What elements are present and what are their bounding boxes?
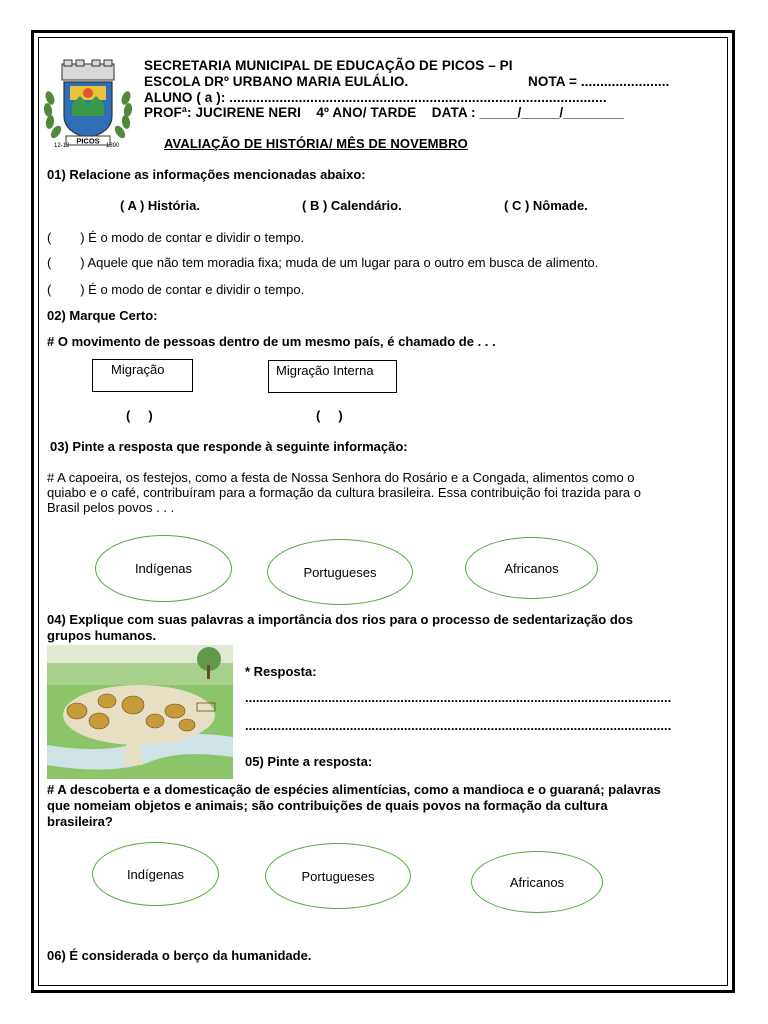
q5-option-indigenas[interactable]: Indígenas	[92, 842, 219, 906]
q6-title: 06) É considerada o berço da humanidade.	[47, 948, 312, 963]
q4-answer-line-1[interactable]: ......................................................................................................................	[245, 690, 672, 705]
q1-item-3[interactable]: ( ) É o modo de contar e dividir o tempo.	[47, 282, 305, 297]
q5-text-line-3: brasileira?	[47, 814, 113, 829]
q5-text-line-1: # A descoberta e a domesticação de espécies alimentícias, como a mandioca e o guaraná; palavras	[47, 782, 661, 797]
header-grade-field: NOTA = .......................	[528, 74, 670, 89]
crest-city-name: PICOS	[76, 136, 100, 146]
city-crest-logo	[40, 58, 136, 150]
q5-option-portugueses[interactable]: Portugueses	[265, 843, 411, 909]
header-teacher-date: PROFª: JUCIRENE NERI 4º ANO/ TARDE DATA : _____/_____/________	[144, 105, 625, 120]
q3-text-line-3: Brasil pelos povos . . .	[47, 500, 175, 515]
header-secretaria: SECRETARIA MUNICIPAL DE EDUCAÇÃO DE PICOS – PI	[144, 58, 513, 73]
page-title: AVALIAÇÃO DE HISTÓRIA/ MÊS DE NOVEMBRO	[164, 136, 468, 151]
q3-title: 03) Pinte a resposta que responde à seguinte informação:	[50, 439, 408, 454]
q3-text-line-2: quiabo e o café, contribuíram para a formação da cultura brasileira. Essa contribuição foi trazida para o	[47, 485, 641, 500]
q2-checkbox-2[interactable]: ( )	[316, 408, 343, 423]
q1-title: 01) Relacione as informações mencionadas abaixo:	[47, 167, 366, 182]
q5-title: 05) Pinte a resposta:	[245, 754, 373, 769]
q4-answer-label: * Resposta:	[245, 664, 317, 679]
q2-prompt: # O movimento de pessoas dentro de um mesmo país, é chamado de . . .	[47, 334, 496, 349]
q4-title-line-2: grupos humanos.	[47, 628, 157, 643]
q3-option-africanos[interactable]: Africanos	[465, 537, 598, 599]
q3-option-portugueses[interactable]: Portugueses	[267, 539, 413, 605]
crest-year-left: 12-12	[54, 143, 70, 149]
header-school: ESCOLA DRº URBANO MARIA EULÁLIO.	[144, 74, 409, 89]
q2-option-box-migracao[interactable]: Migração	[92, 359, 193, 392]
q1-option-c: ( C ) Nômade.	[504, 198, 588, 213]
q3-option-indigenas[interactable]: Indígenas	[95, 535, 232, 602]
q4-title-line-1: 04) Explique com suas palavras a importância dos rios para o processo de sedentarização dos	[47, 612, 633, 627]
q2-title: 02) Marque Certo:	[47, 308, 158, 323]
q5-option-africanos[interactable]: Africanos	[471, 851, 603, 913]
q2-checkbox-1[interactable]: ( )	[126, 408, 153, 423]
header-student-field: ALUNO ( a ): ..................................................................................................	[144, 90, 607, 105]
q3-text-line-1: # A capoeira, os festejos, como a festa de Nossa Senhora do Rosário e a Congada, alimentos como o	[47, 470, 635, 485]
q1-item-2[interactable]: ( ) Aquele que não tem moradia fixa; muda de um lugar para o outro em busca de alimento.	[47, 255, 599, 270]
q2-option-box-migracao-interna[interactable]: Migração Interna	[268, 360, 397, 393]
q1-item-1[interactable]: ( ) É o modo de contar e dividir o tempo.	[47, 230, 305, 245]
q1-option-a: ( A ) História.	[120, 198, 200, 213]
q1-option-b: ( B ) Calendário.	[302, 198, 402, 213]
crest-year-right: 1890	[106, 143, 120, 149]
q5-text-line-2: que nomeiam objetos e animais; são contribuições de quais povos na formação da cultura	[47, 798, 608, 813]
village-river-illustration	[47, 645, 233, 779]
q4-answer-line-2[interactable]: ......................................................................................................................	[245, 718, 672, 733]
